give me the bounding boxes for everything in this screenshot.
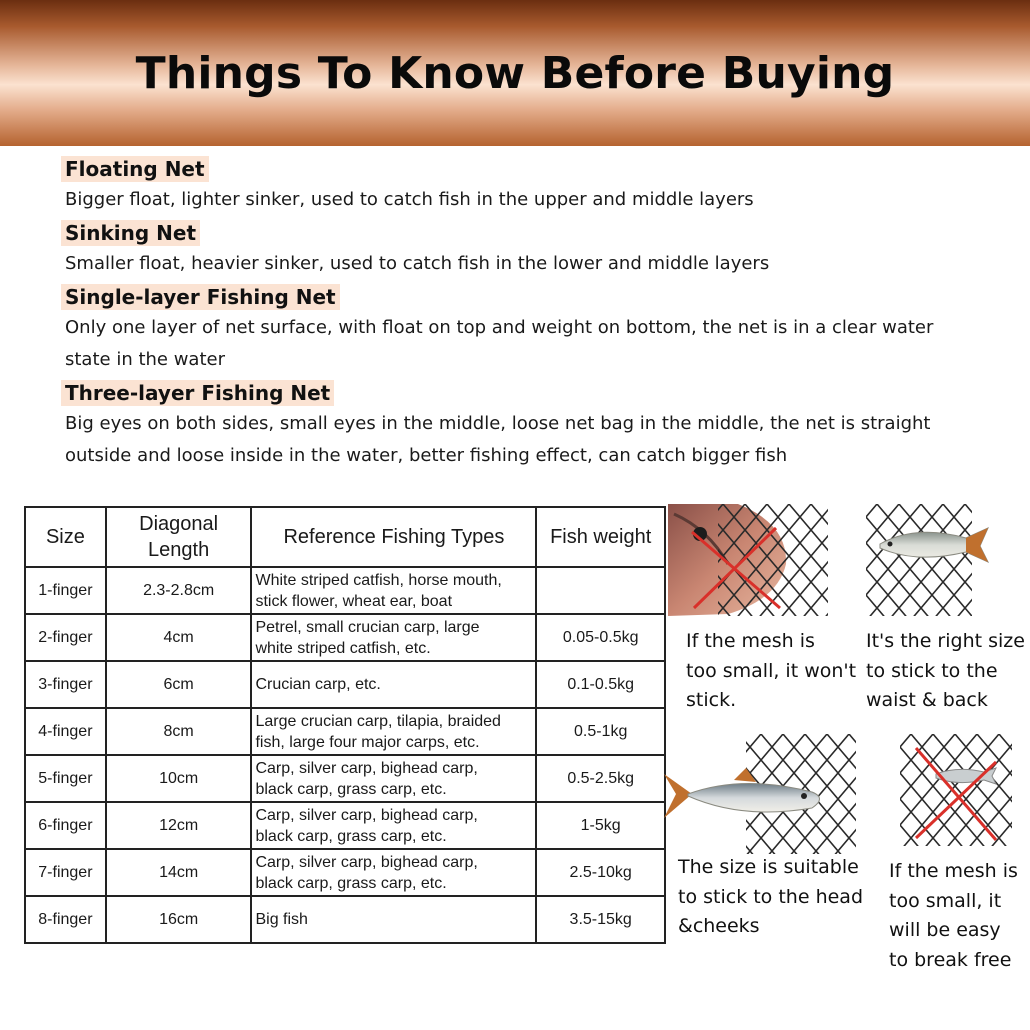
cell-length: 16cm [106,896,252,943]
cell-types: Carp, silver carp, bighead carp, black carp, grass carp, etc. [251,802,536,849]
heading-floating-net: Floating Net [61,156,209,182]
cell-length: 6cm [106,661,252,708]
table-row [25,896,665,943]
cell-length: 14cm [106,849,252,896]
table-row [25,567,665,614]
cell-weight [536,567,665,614]
title-banner [0,0,1030,146]
table-header-row [25,507,665,567]
cell-length: 12cm [106,802,252,849]
fish-waist-in-mesh-icon [866,504,994,616]
cell-length: 10cm [106,755,252,802]
heading-sinking-net: Sinking Net [61,220,200,246]
cell-size: 4-finger [25,708,106,755]
table-row [25,661,665,708]
table-row [25,755,665,802]
heading-single-layer-net: Single-layer Fishing Net [61,284,340,310]
cell-types: Carp, silver carp, bighead carp, black carp, grass carp, etc. [251,849,536,896]
fish-head-stuck-in-mesh-icon [662,734,858,854]
cell-types: White striped catfish, horse mouth, stick flower, wheat ear, boat [251,567,536,614]
desc-sinking-net: Smaller float, heavier sinker, used to catch fish in the lower and middle layers [65,253,770,274]
cell-length: 2.3-2.8cm [106,567,252,614]
table-row [25,708,665,755]
cell-length: 4cm [106,614,252,661]
caption-mesh-too-small-break-free: If the mesh is too small, it will be easy to break free [889,860,1018,971]
desc-line: Only one layer of net surface, with float on top and weight on bottom, the net is in a clear water [65,317,934,338]
desc-line: Big eyes on both sides, small eyes in the middle, loose net bag in the middle, the net is straight [65,413,931,434]
desc-three-layer-net [65,408,995,472]
heading-three-layer-net: Three-layer Fishing Net [61,380,334,406]
header-size: Size [25,507,106,567]
mesh-size-table [24,506,666,944]
cell-size: 5-finger [25,755,106,802]
desc-single-layer-net [65,312,995,376]
cell-types: Big fish [251,896,536,943]
small-fish-mesh-wrong-icon [900,734,1012,846]
cell-types: Large crucian carp, tilapia, braided fish, large four major carps, etc. [251,708,536,755]
cell-size: 6-finger [25,802,106,849]
table-row [25,614,665,661]
table-row [25,849,665,896]
cell-weight: 0.05-0.5kg [536,614,665,661]
cell-weight: 0.5-1kg [536,708,665,755]
caption-right-size-waist: It's the right size to stick to the waist & back [866,630,1025,711]
header-fishing-types: Reference Fishing Types [251,507,536,567]
cell-weight: 0.5-2.5kg [536,755,665,802]
cell-weight: 1-5kg [536,802,665,849]
cell-weight: 2.5-10kg [536,849,665,896]
cell-types: Crucian carp, etc. [251,661,536,708]
cell-types: Carp, silver carp, bighead carp, black carp, grass carp, etc. [251,755,536,802]
fish-head-in-mesh-wrong-icon [668,504,828,616]
desc-line: state in the water [65,349,225,370]
table-row [25,802,665,849]
cell-size: 1-finger [25,567,106,614]
cell-weight: 0.1-0.5kg [536,661,665,708]
cell-length: 8cm [106,708,252,755]
cell-size: 2-finger [25,614,106,661]
caption-suitable-head-cheeks: The size is suitable to stick to the head &cheeks [678,856,863,937]
cell-types: Petrel, small crucian carp, large white striped catfish, etc. [251,614,536,661]
header-fish-weight: Fish weight [536,507,665,567]
desc-floating-net: Bigger float, lighter sinker, used to catch fish in the upper and middle layers [65,189,754,210]
desc-line: outside and loose inside in the water, better fishing effect, can catch bigger fish [65,445,788,466]
cell-size: 8-finger [25,896,106,943]
page-title: Things To Know Before Buying [135,48,895,99]
header-diagonal-length: Diagonal Length [106,507,252,567]
cell-size: 3-finger [25,661,106,708]
cell-weight: 3.5-15kg [536,896,665,943]
cell-size: 7-finger [25,849,106,896]
caption-mesh-too-small-wont-stick: If the mesh is too small, it won't stick. [686,630,857,711]
